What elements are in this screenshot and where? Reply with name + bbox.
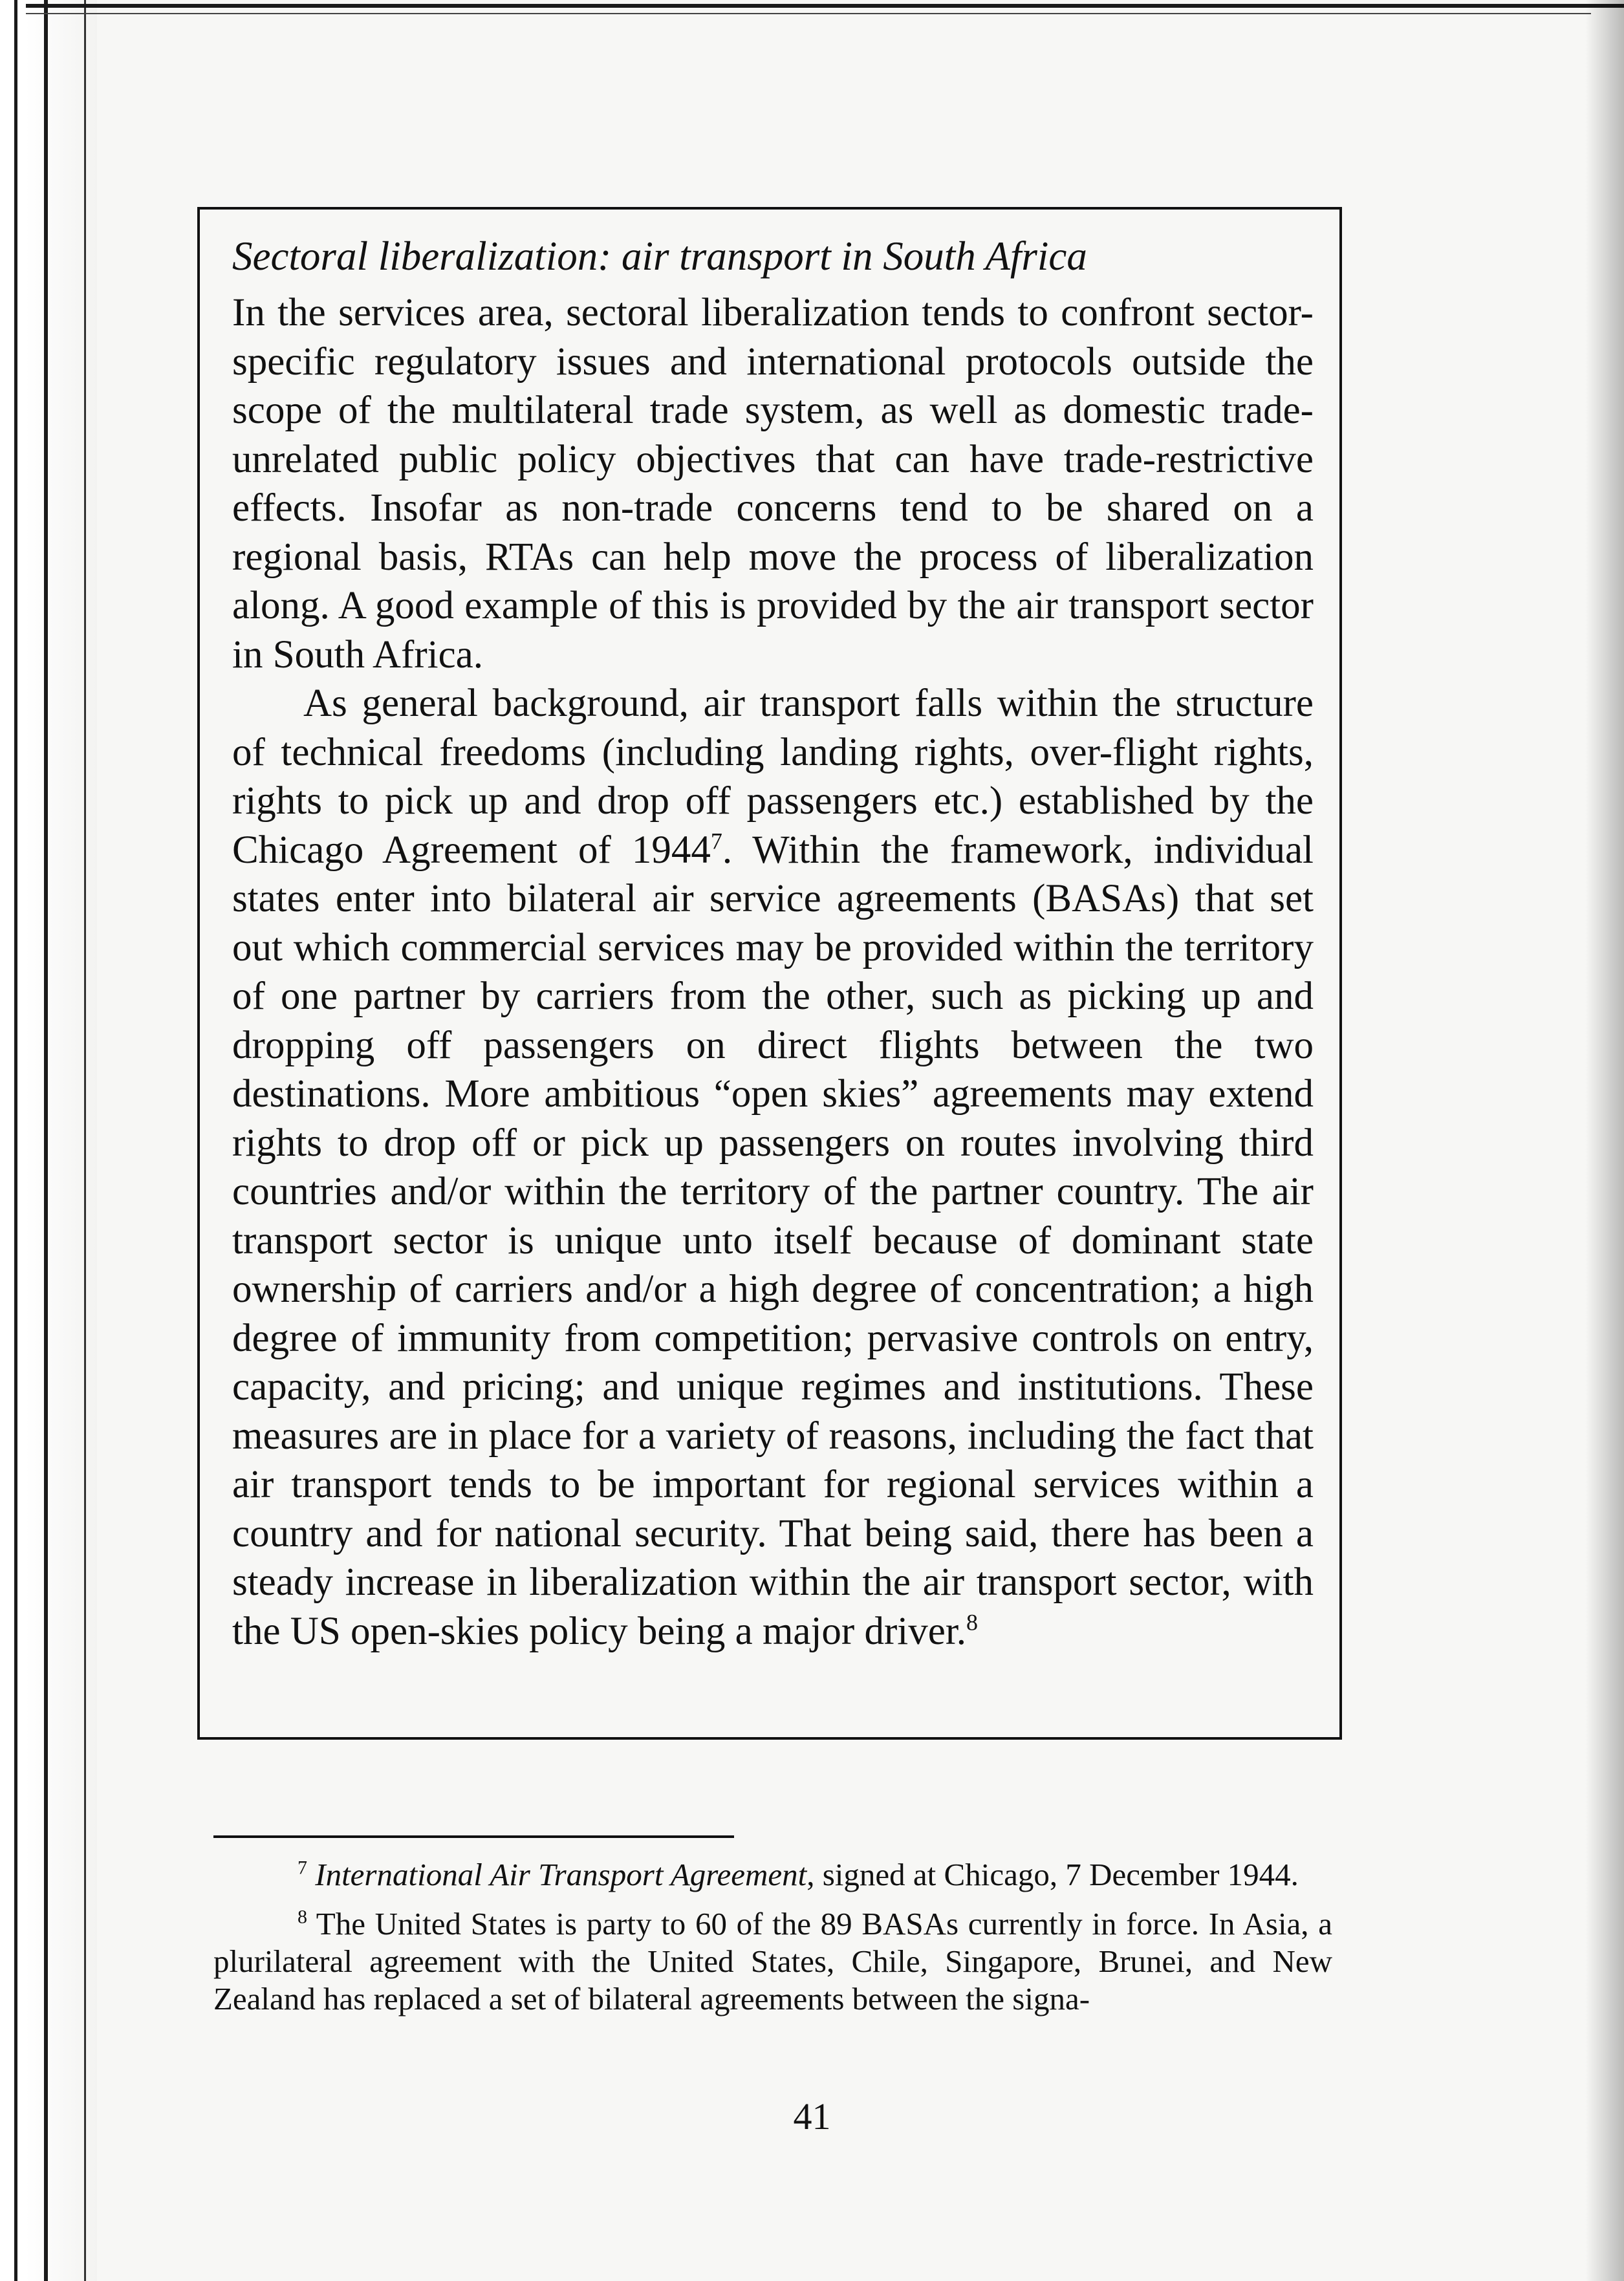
scan-edge-line [14,0,17,2281]
scan-top-line [26,13,1591,14]
footnote-mark: 8 [298,1906,307,1928]
box-paragraph: In the services area, sectoral liberalization tends to confront sector-specific regulatory issues and international protocols outside the scope of the multilateral trade system, as well as domestic trade-unrelated public policy objectives that can have trade-restrictive effects. Insofar as non-trade concerns tend to be shared on a regional basis, RTAs can help move the process of liberalization along. A good example of this is provided by the air transport sector in South Africa. [232,291,1314,676]
scan-edge-line [84,0,86,2281]
footnote-text: The United States is party to 60 of the 89 BASAs currently in force. In Asia, a plurilateral agreement with the United States, Chile, Singapore, Brunei, and New Zealand has replaced a set of bilateral agreements between the signa- [213,1906,1332,2016]
footnote-reference: 7 [710,828,722,854]
boxed-text [197,207,1342,1740]
footnotes [213,1856,1332,2029]
box-title: Sectoral liberalization: air transport in South Africa [232,233,1087,279]
footnote-title: International Air Transport Agreement [315,1857,807,1892]
scan-edge-line [44,0,48,2281]
footnote-mark: 7 [298,1857,307,1879]
box-body [232,288,1314,1656]
box-paragraph [232,679,1314,1656]
page-number: 41 [793,2095,831,2137]
scan-right-shadow [1585,0,1624,2281]
footnote [213,1856,1332,1894]
scan-top-line [26,4,1624,8]
box-paragraph-text: As general background, air transport falls within the structure of technical freedoms (including landing rights, over-flight rights, rights to pick up and drop off passengers etc.) established by the Chicago Agreement of 1944 [232,682,1314,872]
footnote-separator [213,1835,734,1838]
footnote-reference: 8 [966,1609,979,1636]
footnote-text: , signed at Chicago, 7 December 1944. [807,1857,1299,1892]
box-paragraph-text: . Within the framework, individual states enter into bilateral air service agreements (BASAs) that set out which commercial services may be provided within the territory of one partner by carriers from the other, such as picking up and dropping off passengers on direct flights between the two destinations. More ambitious “open skies” agreements may extend rights to drop off or pick up passengers on routes involving third countries and/or within the territory of the partner country. The air transport sector is unique unto itself because of dominant state ownership of carriers and/or a high degree of concentration; a high degree of immunity from competition; pervasive controls on entry, capacity, and pricing; and unique regimes and institutions. These measures are in place for a variety of reasons, including the fact that air transport tends to be important for regional services within a country and for national security. That being said, there has been a steady increase in liberalization within the air transport sector, with the US open-skies policy being a major driver. [232,828,1314,1653]
footnote [213,1905,1332,2018]
